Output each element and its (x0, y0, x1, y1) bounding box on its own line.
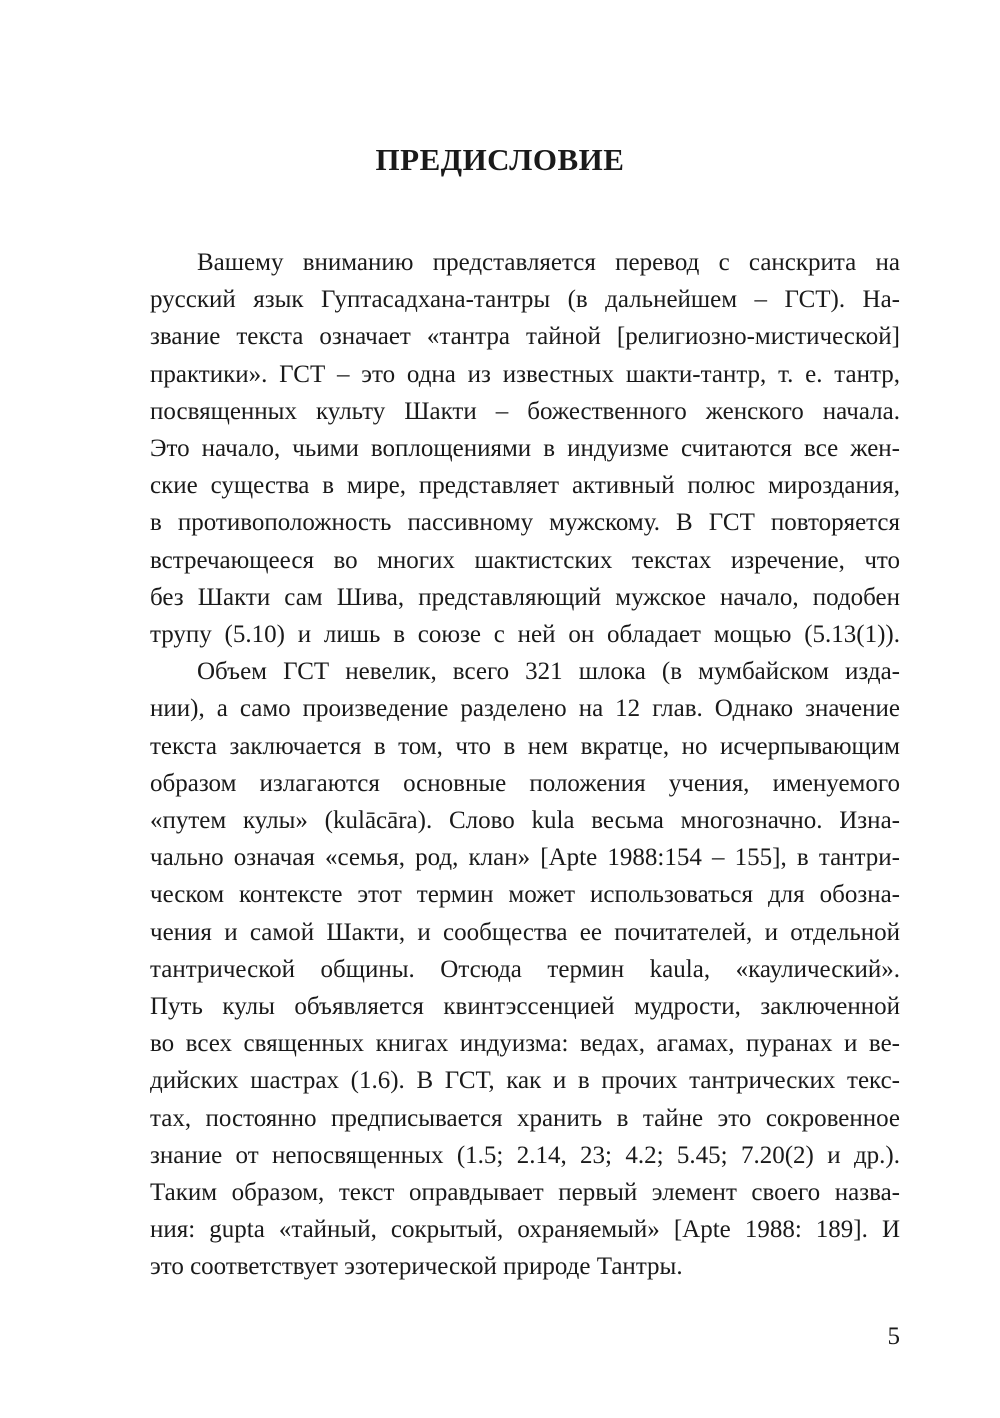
text-line: это соответствует эзотерической природе Тантры. (150, 1253, 683, 1281)
paragraph-2 (103, 653, 900, 1285)
text-line: трупу (5.10) и лишь в союзе с ней он обладает мощью (5.13(1)). (150, 621, 900, 649)
text-line: Путь кулы объявляется квинтэссенцией мудрости, заключенной (150, 993, 900, 1021)
paragraph-1 (103, 244, 900, 653)
text-line: практики». ГСТ – это одна из известных шакти-тантр, т. е. тантр, (150, 360, 900, 388)
text-line: Таким образом, текст оправдывает первый элемент своего назва- (150, 1179, 900, 1207)
text-line: ские существа в мире, представляет активный полюс мироздания, (150, 472, 900, 500)
text-line: дийских шастрах (1.6). В ГСТ, как и в прочих тантрических текс- (150, 1067, 900, 1095)
body-text (103, 244, 900, 1286)
text-line: нии), а само произведение разделено на 12 глав. Однако значение (150, 695, 900, 723)
page-title: ПРЕДИСЛОВИЕ (375, 142, 625, 177)
text-line: чения и самой Шакти, и сообщества ее почитателей, и отдельной (150, 918, 900, 946)
text-line: знание от непосвященных (1.5; 2.14, 23; 4.2; 5.45; 7.20(2) и др.). (150, 1141, 900, 1169)
text-line: звание текста означает «тантра тайной [религиозно-мистической] (150, 323, 900, 351)
text-line: «путем кулы» (kulācāra). Слово kula весьма многозначно. Изна- (150, 807, 900, 835)
text-line: встречающееся во многих шактистских текстах изречение, что (150, 546, 900, 574)
text-line: Объем ГСТ невелик, всего 321 шлока (в мумбайском изда- (197, 658, 900, 686)
text-line: посвященных культу Шакти – божественного женского начала. (150, 397, 900, 425)
text-line: текста заключается в том, что в нем вкратце, но исчерпывающим (150, 732, 900, 760)
text-line: тах, постоянно предписывается хранить в тайне это сокровенное (150, 1104, 900, 1132)
text-line: тантрической общины. Отсюда термин kaula, «каулический». (150, 955, 900, 983)
text-line: ния: gupta «тайный, сокрытый, охраняемый» [Apte 1988: 189]. И (150, 1216, 900, 1244)
text-line: образом излагаются основные положения учения, именуемого (150, 769, 900, 797)
text-line: Это начало, чьими воплощениями в индуизме считаются все жен- (150, 435, 900, 463)
text-line: Вашему вниманию представляется перевод с санскрита на (197, 249, 900, 276)
text-line: без Шакти сам Шива, представляющий мужское начало, подобен (150, 583, 900, 611)
text-line: в противоположность пассивному мужскому. В ГСТ повторяется (150, 509, 900, 537)
text-line: во всех священных книгах индуизма: ведах, агамах, пуранах и ве- (150, 1030, 900, 1058)
text-line: русский язык Гуптасадхана-тантры (в дальнейшем – ГСТ). На- (150, 286, 900, 314)
page-number: 5 (887, 1323, 900, 1350)
text-line: чально означая «семья, род, клан» [Apte 1988:154 – 155], в тантри- (150, 844, 900, 872)
text-line: ческом контексте этот термин может использоваться для обозна- (150, 881, 900, 909)
